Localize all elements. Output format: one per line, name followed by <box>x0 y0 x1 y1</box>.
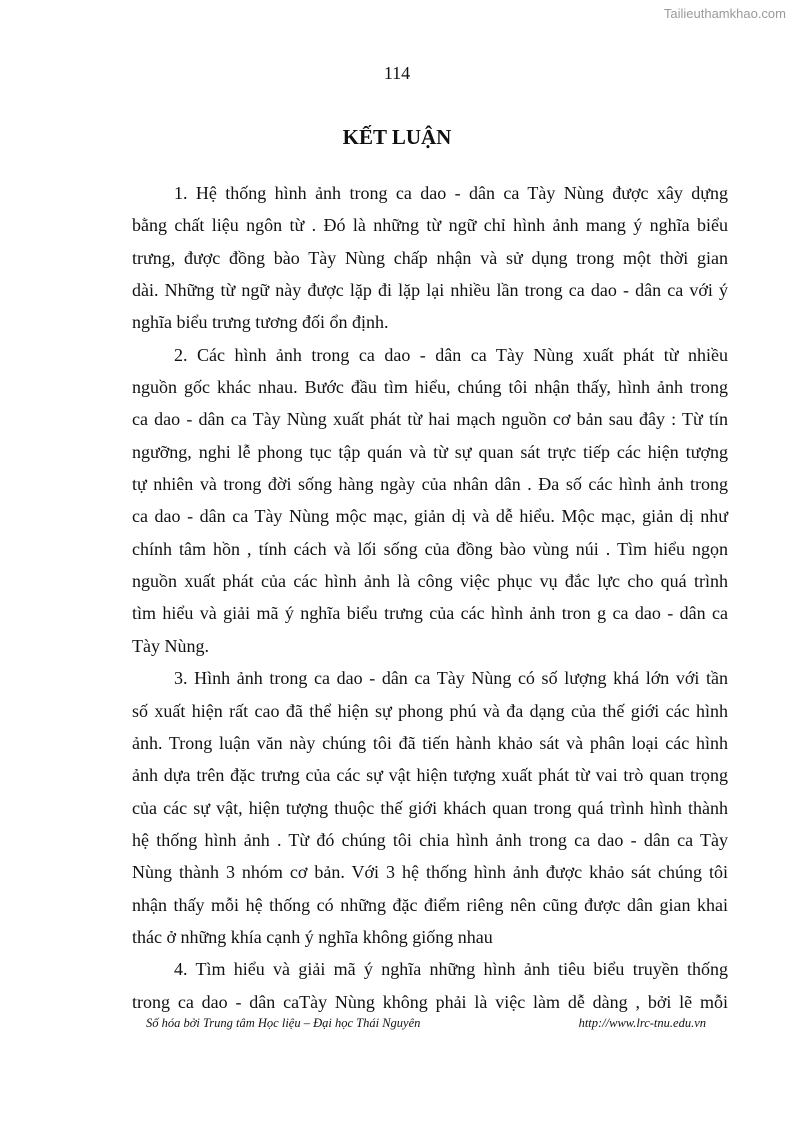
watermark: Tailieuthamkhao.com <box>663 6 786 21</box>
paragraph-line: nghĩa biểu trưng tương đối ổn định. <box>132 312 389 333</box>
paragraph-line: bằng chất liệu ngôn từ . Đó là những từ ngữ chỉ hình ảnh mang ý nghĩa biểu <box>132 215 728 236</box>
paragraph-line: nguồn gốc khác nhau. Bước đầu tìm hiểu, chúng tôi nhận thấy, hình ảnh trong <box>132 377 728 398</box>
paragraph-line: ca dao - dân ca Tày Nùng mộc mạc, giản dị và dễ hiểu. Mộc mạc, giản dị như <box>132 506 728 527</box>
paragraph-line: Nùng thành 3 nhóm cơ bản. Với 3 hệ thống hình ảnh được khảo sát chúng tôi <box>132 862 728 883</box>
paragraph-line: trưng, được đồng bào Tày Nùng chấp nhận và sử dụng trong một thời gian <box>132 247 728 268</box>
paragraph-line: ca dao - dân ca Tày Nùng xuất phát từ hai mạch nguồn cơ bản sau đây : Từ tín <box>132 409 728 430</box>
paragraph-line: chính tâm hồn , tính cách và lối sống của đồng bào vùng núi . Tìm hiểu ngọn <box>132 538 728 559</box>
paragraph-line: số xuất hiện rất cao đã thể hiện sự phong phú và đa dạng của thế giới các hình <box>132 700 728 721</box>
footer <box>146 1016 706 1031</box>
paragraph-line: hệ thống hình ảnh . Từ đó chúng tôi chia hình ảnh trong ca dao - dân ca Tày <box>132 829 728 850</box>
footer-url[interactable]: http://www.lrc-tnu.edu.vn <box>578 1016 706 1030</box>
paragraph-line: dài. Những từ ngữ này được lặp đi lặp lại nhiều lần trong ca dao - dân ca với ý <box>132 280 728 301</box>
paragraph-line: tự nhiên và trong đời sống hàng ngày của nhân dân . Đa số các hình ảnh trong <box>132 474 728 495</box>
paragraph-line: Tày Nùng. <box>132 635 209 656</box>
document-body <box>132 179 728 1020</box>
footer-source: Số hóa bởi Trung tâm Học liệu – Đại học Thái Nguyên <box>146 1016 421 1030</box>
paragraph-line: 3. Hình ảnh trong ca dao - dân ca Tày Nùng có số lượng khá lớn với tần <box>174 668 728 689</box>
paragraph-line: 1. Hệ thống hình ảnh trong ca dao - dân ca Tày Nùng được xây dựng <box>174 183 728 203</box>
paragraph-line: ngưỡng, nghi lễ phong tục tập quán và từ sự quan sát trực tiếp các hiện tượng <box>132 441 728 462</box>
page-number: 114 <box>383 63 411 83</box>
paragraph-line: trong ca dao - dân caTày Nùng không phải là việc làm dễ dàng , bởi lẽ mỗi <box>132 991 728 1012</box>
paragraph-line: nguồn xuất phát của các hình ảnh là công việc phục vụ đắc lực cho quá trình <box>132 571 728 592</box>
paragraph-line: ảnh. Trong luận văn này chúng tôi đã tiến hành khảo sát và phân loại các hình <box>132 732 728 753</box>
paragraph-line: ảnh dựa trên đặc trưng của các sự vật hiện tượng xuất phát từ vai trò quan trọng <box>132 765 728 786</box>
paragraph-line: thác ở những khía cạnh ý nghĩa không giống nhau <box>132 926 493 947</box>
paragraph-line: tìm hiểu và giải mã ý nghĩa biểu trưng của các hình ảnh tron g ca dao - dân ca <box>132 603 728 624</box>
paragraph-line: nhận thấy mỗi hệ thống có những đặc điểm riêng nên cũng được dân gian khai <box>132 894 728 915</box>
page-title: KẾT LUẬN <box>342 125 452 149</box>
paragraph-line: 2. Các hình ảnh trong ca dao - dân ca Tày Nùng xuất phát từ nhiều <box>174 344 728 365</box>
paragraph-line: 4. Tìm hiểu và giải mã ý nghĩa những hình ảnh tiêu biểu truyền thống <box>174 959 728 980</box>
paragraph-line: của các sự vật, hiện tượng thuộc thế giới khách quan trong quá trình hình thành <box>132 797 728 818</box>
